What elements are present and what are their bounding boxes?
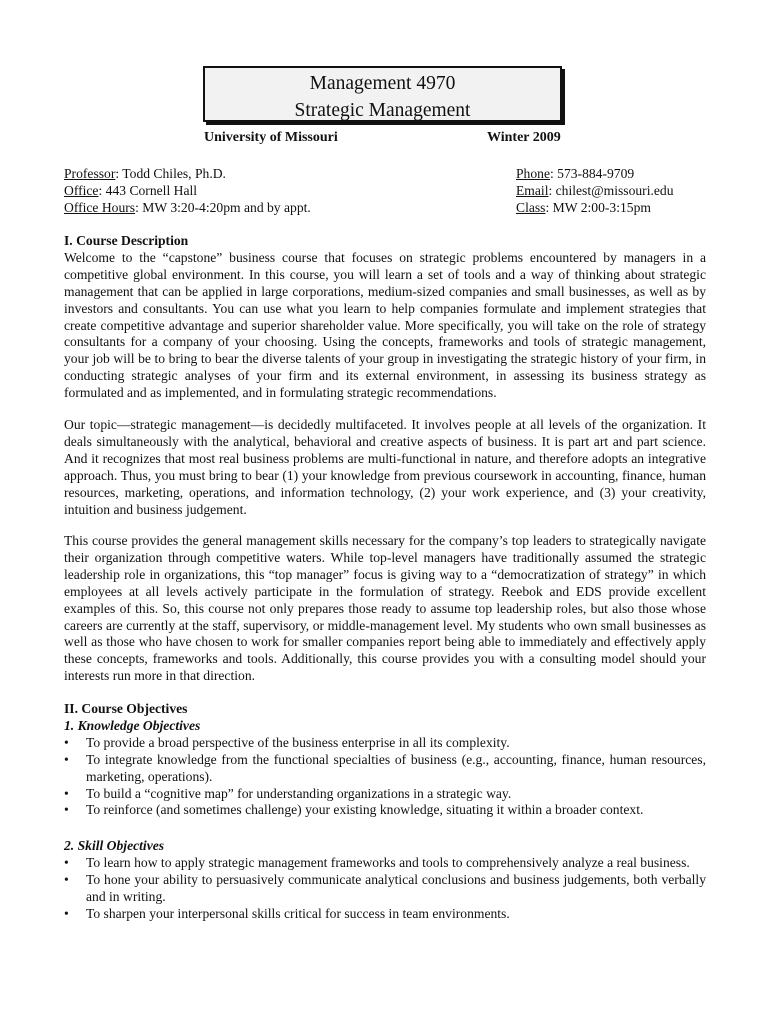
list-item [64,802,706,819]
knowledge-objectives-list [64,735,706,820]
course-name: Strategic Management [294,100,471,121]
list-item-text: To integrate knowledge from the functional specialties of business (e.g., accounting, finance, human resources, marketing, operations). [86,751,706,784]
skill-objectives-heading: 2. Skill Objectives [64,838,165,853]
class-label: Class [516,200,546,215]
phone-value: : 573-884-9709 [549,166,635,181]
list-item-text: To sharpen your interpersonal skills critical for success in team environments. [86,905,510,921]
professor-label: Professor [64,166,116,181]
course-objectives-heading: II. Course Objectives [64,701,188,716]
office-value: : 443 Cornell Hall [98,183,198,198]
contact-right [516,165,674,216]
course-description-section [64,233,706,402]
description-paragraph-2: Our topic—strategic management—is decidedly multifaceted. It involves people at all levels of the organization. It deals simultaneously with the analytical, behavioral and creative aspects of business. It is part art and part science. And it recognizes that most real business problems are multi-functional in nature, and therefore adopts an integrative approach. Thus, you must bring to bear (1) your knowledge from previous coursework in accounting, finance, human resources, marketing, operations, and information technology, (2) your work experience, and (3) your creativity, intuition and business judgement. [64,417,706,517]
skill-objectives-list [64,855,706,923]
office-hours-line [64,199,311,216]
office-hours-label: Office Hours [64,200,136,215]
skill-objectives-section [64,838,706,923]
course-objectives-section [64,701,706,819]
list-item-text: To provide a broad perspective of the business enterprise in all its complexity. [86,734,510,750]
bullet-icon: • [64,871,69,887]
description-paragraph-3-block [64,533,706,685]
list-item [64,906,706,923]
class-line [516,199,674,216]
bullet-icon: • [64,905,69,921]
description-paragraph-1: Welcome to the “capstone” business course that focuses on strategic problems encountered by managers in a competitive global environment. In this course, you will learn a set of tools and a way of thinking about strategic management that can be applied in large corporations, medium-sized companies and small businesses, as well as by investors and consultants. You can use what you learn to help companies formulate and implement strategies that create competitive advantage and superior shareholder value. More specifically, you will take on the role of strategy consultants for a company of your choosing. Using the concepts, frameworks and tools of strategic management, your job will be to bring to bear the diverse talents of your group in investigating the strategic history of your firm, in conducting strategic analyses of your firm and its external environment, in assessing its business strategy as formulated and as implemented, and in formulating strategic recommendations. [64,249,706,401]
description-paragraph-3: This course provides the general management skills necessary for the company’s top leaders to strategically navigate their organization through competitive waters. While top-level managers have traditionally assumed the strategic leadership role in organizations, this “top manager” focus is giving way to a “democratization of strategy” in which employees at all levels actively participate in the formulation of strategy. Reebok and EDS provide excellent examples of this. So, this course not only prepares those ready to assume top leadership roles, but also those whose careers are currently at the staff, supervisory, or middle-management level. My students who own small businesses as well as those who have chosen to work for smaller companies report being able to immediately and effectively apply these concepts, frameworks and tools. Additionally, this course provides you with a consulting model should your interests run more in that direction. [64,533,706,684]
list-item-text: To reinforce (and sometimes challenge) your existing knowledge, situating it within a broader context. [86,802,644,818]
office-hours-value: : MW 3:20-4:20pm and by appt. [135,200,311,215]
phone-label: Phone [516,166,550,181]
professor-value: : Todd Chiles, Ph.D. [115,166,226,181]
email-line [516,182,674,199]
course-number: Management 4970 [309,73,456,94]
list-item [64,735,706,752]
course-description-heading: I. Course Description [64,233,189,248]
bullet-icon: • [64,734,69,750]
list-item [64,872,706,906]
bullet-icon: • [64,785,69,801]
contact-left [64,165,311,216]
bullet-icon: • [64,751,69,767]
class-value: : MW 2:00-3:15pm [545,200,651,215]
email-label: Email [516,183,549,198]
email-value: : chilest@missouri.edu [548,183,674,198]
office-label: Office [64,183,99,198]
course-title-box [203,66,562,122]
description-paragraph-2-block [64,417,706,518]
knowledge-objectives-heading: 1. Knowledge Objectives [64,717,201,733]
list-item [64,752,706,786]
office-line [64,182,311,199]
list-item-text: To build a “cognitive map” for understanding organizations in a strategic way. [86,785,512,801]
phone-line [516,165,674,182]
term: Winter 2009 [487,130,561,145]
list-item-text: To hone your ability to persuasively communicate analytical conclusions and business judgements, both verbally and in writing. [86,871,706,904]
bullet-icon: • [64,854,69,870]
list-item [64,786,706,803]
bullet-icon: • [64,802,69,818]
university-name: University of Missouri [204,130,338,145]
professor-line [64,165,311,182]
list-item [64,855,706,872]
list-item-text: To learn how to apply strategic management frameworks and tools to comprehensively analyze a real business. [86,854,690,870]
